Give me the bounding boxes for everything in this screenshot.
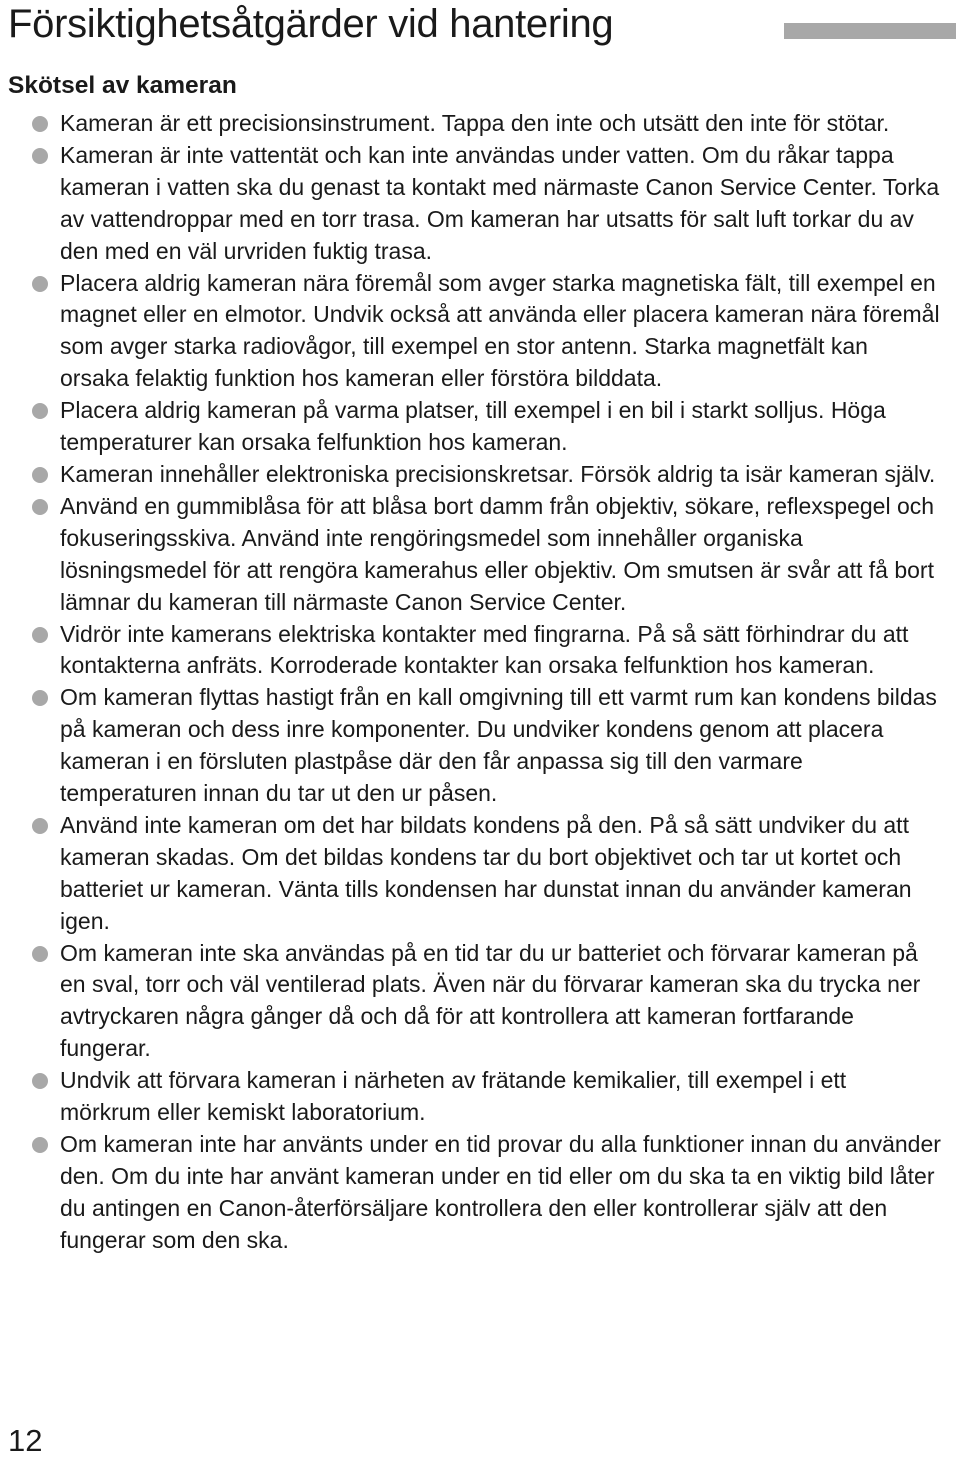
bullet-icon (32, 1137, 48, 1153)
bullet-text: Använd en gummiblåsa för att blåsa bort damm från objektiv, sökare, reflexspegel och fokuseringsskiva. Använd inte rengöringsmedel som innehåller organiska lösningsmedel för att rengöra kamerahus eller objektiv. Om smutsen är svår att få bort lämnar du kameran till närmaste Canon Service Center. (60, 492, 935, 615)
bullet-text: Om kameran inte ska användas på en tid tar du ur batteriet och förvarar kameran på en sval, torr och väl ventilerad plats. Även när du förvarar kameran ska du trycka ner avtryckaren några gånger då och då för att kontrollera att kameran fortfarande fungerar. (60, 939, 921, 1062)
bullet-icon (32, 403, 48, 419)
bullet-text: Kameran innehåller elektroniska precisionskretsar. Försök aldrig ta isär kameran själv. (60, 460, 936, 487)
bullet-icon (32, 690, 48, 706)
page-number: 12 (8, 1423, 43, 1458)
bullet-icon (32, 499, 48, 515)
list-item (60, 1129, 942, 1257)
bullet-icon (32, 946, 48, 962)
bullet-text: Om kameran inte har använts under en tid provar du alla funktioner innan du använder den. Om du inte har använt kameran under en tid eller om du ska ta en viktig bild låter du antingen en Canon-återförsäljare kontrollera den eller kontrollerar själv att den fungerar som den ska. (60, 1131, 941, 1253)
bullet-icon (32, 818, 48, 834)
list-item (60, 682, 942, 810)
list-item (60, 938, 942, 1066)
bullet-icon (32, 1073, 48, 1089)
bullet-text: Vidrör inte kamerans elektriska kontakter med fingrarna. På så sätt förhindrar du att kontakterna anfräts. Korroderade kontakter kan orsaka felfunktion hos kameran. (60, 620, 909, 679)
title-decoration-bar (784, 23, 956, 39)
list-item (60, 459, 942, 491)
section-heading: Skötsel av kameran (8, 72, 237, 99)
list-item (60, 268, 942, 396)
list-item (60, 108, 942, 140)
bullet-text: Placera aldrig kameran på varma platser, till exempel i en bil i starkt solljus. Höga temperaturer kan orsaka felfunktion hos kameran. (60, 397, 886, 456)
list-item (60, 140, 942, 268)
list-item (60, 1065, 942, 1129)
bullet-text: Kameran är inte vattentät och kan inte användas under vatten. Om du råkar tappa kameran i vatten ska du genast ta kontakt med närmaste Canon Service Center. Torka av vattendroppar med en torr trasa. Om kameran har utsatts för salt luft torkar du av den med en väl urvriden fuktig trasa. (60, 141, 940, 264)
bullet-text: Placera aldrig kameran nära föremål som avger starka magnetiska fält, till exempel en magnet eller en elmotor. Undvik också att använda eller placera kameran nära föremål som avger starka radiovågor, till exempel en stor antenn. Starka magnetfält kan orsaka felaktig funktion hos kameran eller förstöra bilddata. (60, 269, 940, 392)
bullet-list (60, 108, 942, 1257)
bullet-text: Om kameran flyttas hastigt från en kall omgivning till ett varmt rum kan kondens bildas på kameran och dess inre komponenter. Du undviker kondens genom att placera kameran i en försluten plastpåse där den får anpassa sig till den varmare temperaturen innan du tar ut den ur påsen. (60, 684, 937, 807)
bullet-icon (32, 627, 48, 643)
bullet-text: Använd inte kameran om det har bildats kondens på den. På så sätt undviker du att kameran skadas. Om det bildas kondens tar du bort objektivet och tar ut kortet och batteriet ur kameran. Vänta tills kondensen har dunstat innan du använder kameran igen. (60, 811, 912, 934)
list-item (60, 395, 942, 459)
list-item (60, 810, 942, 938)
bullet-text: Kameran är ett precisionsinstrument. Tappa den inte och utsätt den inte för stötar. (60, 110, 890, 136)
bullet-text: Undvik att förvara kameran i närheten av frätande kemikalier, till exempel i ett mörkrum eller kemiskt laboratorium. (60, 1067, 847, 1126)
bullet-icon (32, 116, 48, 132)
page-title: Försiktighetsåtgärder vid hantering (8, 2, 614, 46)
bullet-icon (32, 148, 48, 164)
bullet-icon (32, 276, 48, 292)
list-item (60, 491, 942, 619)
list-item (60, 619, 942, 683)
bullet-icon (32, 467, 48, 483)
